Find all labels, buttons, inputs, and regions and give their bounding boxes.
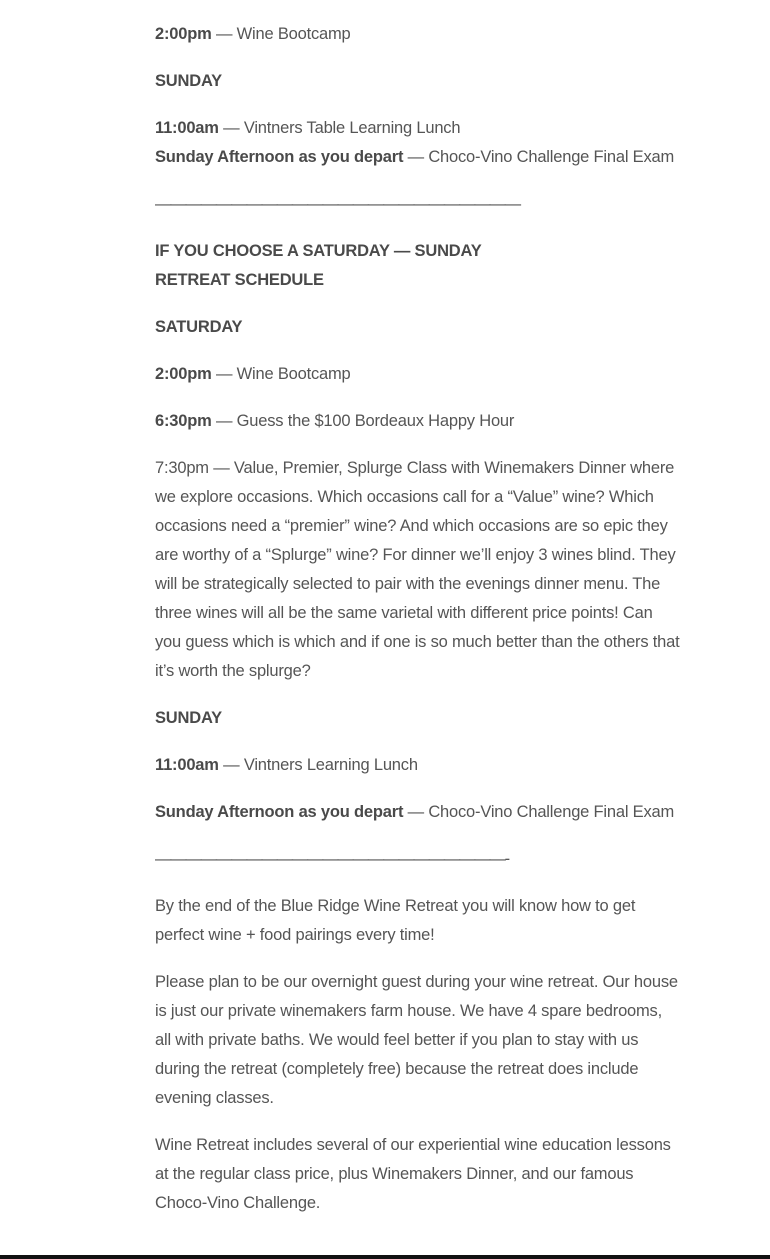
schedule-item-bootcamp (155, 360, 680, 389)
schedule-item-depart (155, 143, 680, 172)
schedule-time: 6:30pm (155, 412, 212, 430)
schedule-time: Sunday Afternoon as you depart (155, 148, 404, 166)
schedule-item-happy-hour (155, 407, 680, 436)
schedule-time: 11:00am (155, 756, 219, 774)
closing-paragraph: Please plan to be our overnight guest during your wine retreat. Our house is just our private winemakers farm house. We have 4 spare bedrooms, all with private baths. We would feel better if you plan to stay with us during the retreat (completely free) because the retreat does include evening classes. (155, 973, 678, 1107)
section-divider: ———————————————————————- (155, 850, 509, 868)
schedule-text: — Wine Bootcamp (211, 365, 351, 383)
schedule-text: — Vintners Table Learning Lunch (218, 119, 461, 137)
schedule-item-bootcamp (155, 20, 680, 49)
schedule-item-dinner: 7:30pm — Value, Premier, Splurge Class with Winemakers Dinner where we explore occasions. Which occasions call for a “Value” wine? Which occasions need a “premier” wine? And which occasions are so epic they are worthy of a “Splurge” wine? For dinner we’ll enjoy 3 wines blind. They will be strategically selected to pair with the evenings dinner menu. The three wines will all be the same varietal with different price points! Can you guess which is which and if one is so much better than the others that it’s worth the splurge? (155, 459, 680, 680)
schedule-time: 2:00pm (155, 25, 212, 43)
schedule-text: — Wine Bootcamp (211, 25, 351, 43)
retreat-schedule-heading: IF YOU CHOOSE A SATURDAY — SUNDAY RETREAT SCHEDULE (155, 242, 482, 289)
schedule-text: — Vintners Learning Lunch (218, 756, 418, 774)
closing-paragraph: By the end of the Blue Ridge Wine Retreat you will know how to get perfect wine + food pairings every time! (155, 897, 636, 944)
schedule-text: — Choco-Vino Challenge Final Exam (403, 803, 675, 821)
day-heading-sunday: SUNDAY (155, 72, 222, 90)
schedule-item-depart (155, 798, 680, 827)
schedule-item-lunch (155, 751, 680, 780)
article-content (155, 20, 680, 1236)
schedule-text: — Choco-Vino Challenge Final Exam (403, 148, 675, 166)
day-heading-saturday: SATURDAY (155, 318, 243, 336)
schedule-time: Sunday Afternoon as you depart (155, 803, 404, 821)
schedule-time: 2:00pm (155, 365, 212, 383)
schedule-text: — Guess the $100 Bordeaux Happy Hour (211, 412, 515, 430)
schedule-time: 11:00am (155, 119, 219, 137)
section-divider: ———————————————————————— (155, 195, 520, 213)
bottom-border (0, 1255, 770, 1259)
day-heading-sunday: SUNDAY (155, 709, 222, 727)
schedule-item-lunch (155, 114, 680, 143)
closing-paragraph: Wine Retreat includes several of our experiential wine education lessons at the regular class price, plus Winemakers Dinner, and our famous Choco-Vino Challenge. (155, 1136, 671, 1212)
